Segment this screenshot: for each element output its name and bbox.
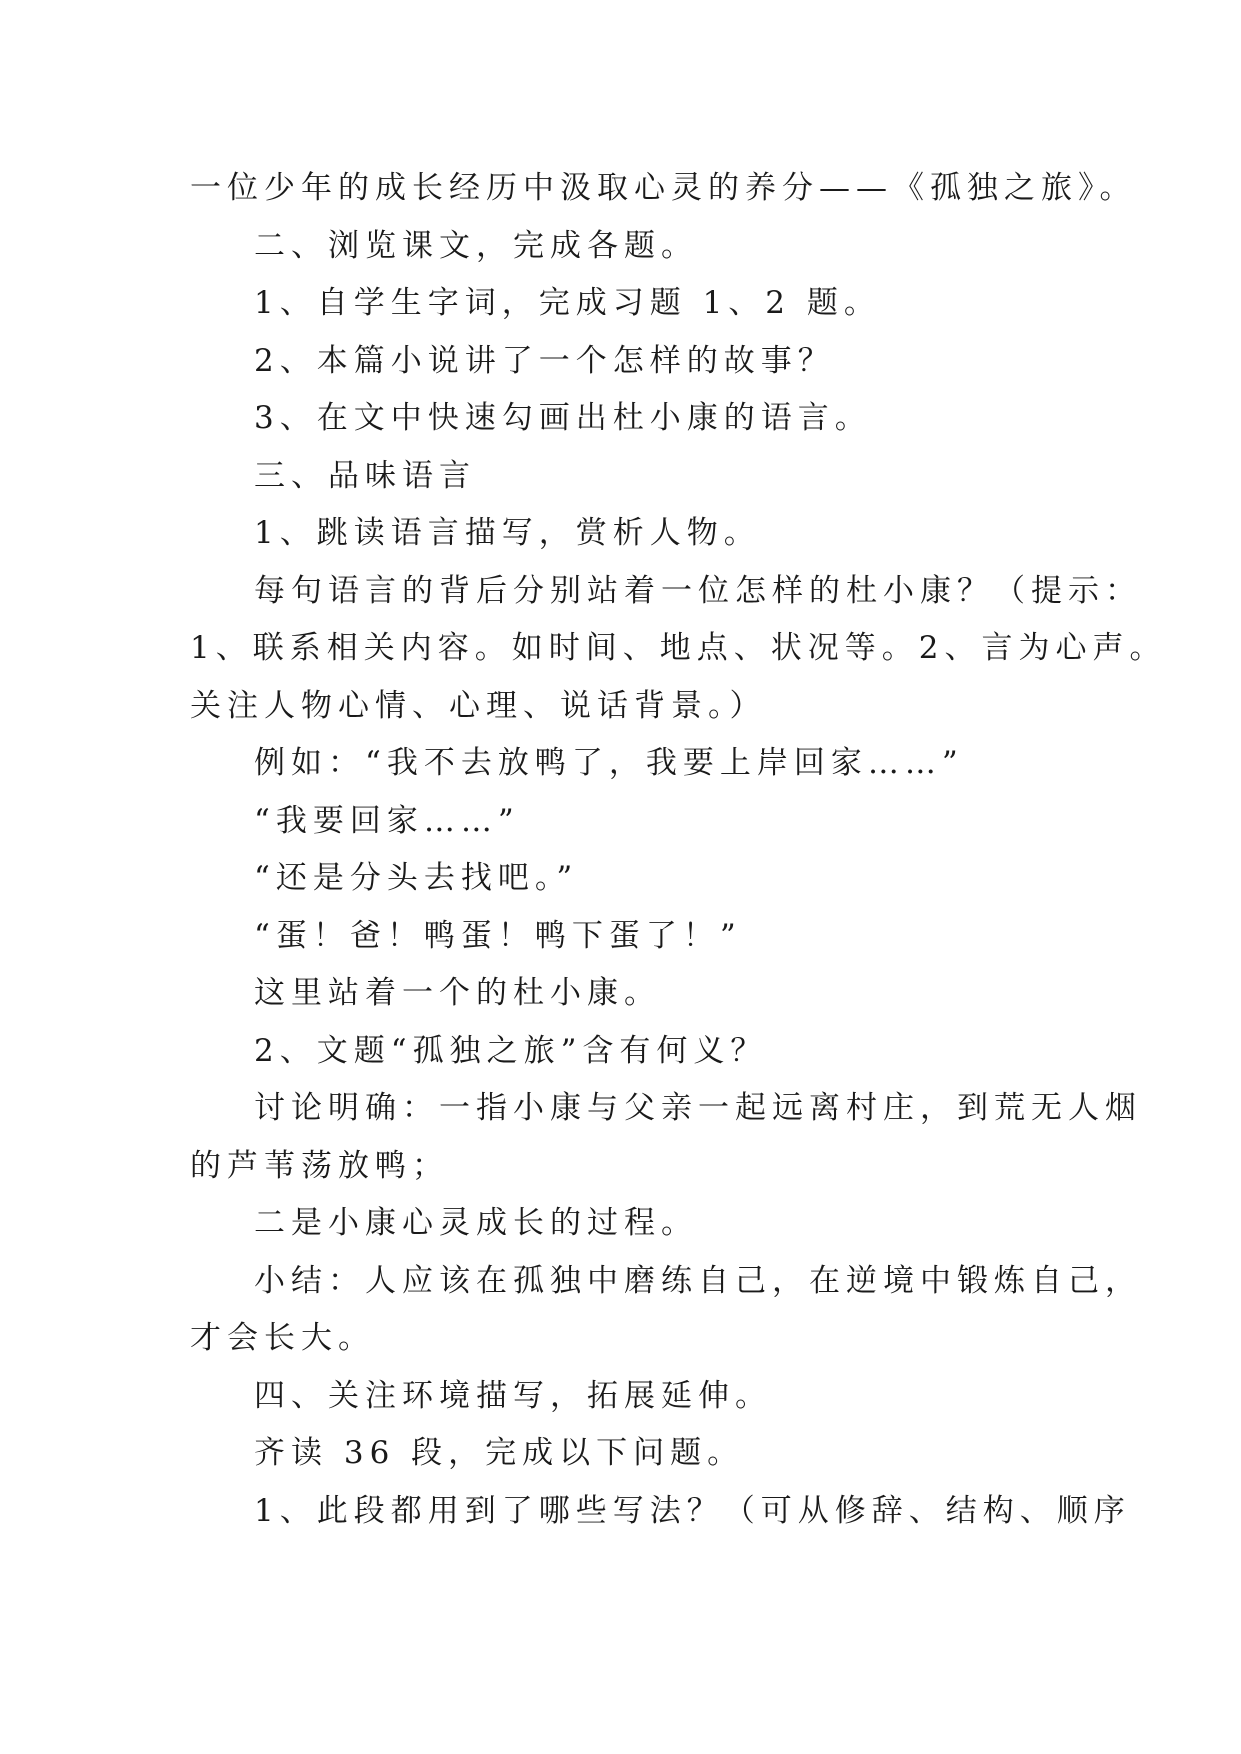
- paragraph-line: 的芦苇荡放鸭；: [190, 1147, 449, 1184]
- paragraph-line: 齐读 36 段，完成以下问题。: [254, 1435, 745, 1471]
- paragraph-line: 2、文题“孤独之旅”含有何义？: [254, 1032, 768, 1069]
- document-body: [190, 160, 1167, 1540]
- paragraph-line: 这里站着一个的杜小康。: [254, 975, 661, 1011]
- section-heading: 四、关注环境描写，拓展延伸。: [254, 1377, 772, 1414]
- paragraph-line: 3、在文中快速勾画出杜小康的语言。: [254, 400, 872, 436]
- paragraph-line: 小结：人应该在孤独中磨练自己，在逆境中锻炼自己，: [254, 1262, 1142, 1299]
- paragraph-line: 1、此段都用到了哪些写法？（可从修辞、结构、顺序: [254, 1492, 1131, 1529]
- quote-line: 例如：“我不去放鸭了，我要上岸回家……”: [254, 745, 964, 781]
- paragraph-line: 1、联系相关内容。如时间、地点、状况等。2、言为心声。: [190, 630, 1167, 666]
- paragraph-line: 才会长大。: [190, 1320, 375, 1356]
- section-heading: 二、浏览课文，完成各题。: [254, 227, 698, 264]
- quote-line: “还是分头去找吧。”: [254, 860, 579, 896]
- paragraph-line: 一位少年的成长经历中汲取心灵的养分——《孤独之旅》。: [190, 170, 1137, 206]
- paragraph-line: 二是小康心灵成长的过程。: [254, 1205, 698, 1241]
- quote-line: “蛋！爸！鸭蛋！鸭下蛋了！”: [254, 917, 742, 954]
- paragraph-line: 讨论明确：一指小康与父亲一起远离村庄，到荒无人烟: [254, 1090, 1142, 1126]
- section-heading: 三、品味语言: [254, 457, 476, 494]
- paragraph-line: 1、跳读语言描写，赏析人物。: [254, 515, 761, 551]
- paragraph-line: 每句语言的背后分别站着一位怎样的杜小康？（提示：: [254, 572, 1142, 609]
- quote-line: “我要回家……”: [254, 802, 520, 839]
- paragraph-line: 1、自学生字词，完成习题 1、2 题。: [254, 285, 881, 321]
- paragraph-line: 2、本篇小说讲了一个怎样的故事？: [254, 342, 835, 379]
- paragraph-line: 关注人物心情、心理、说话背景。）: [190, 687, 767, 724]
